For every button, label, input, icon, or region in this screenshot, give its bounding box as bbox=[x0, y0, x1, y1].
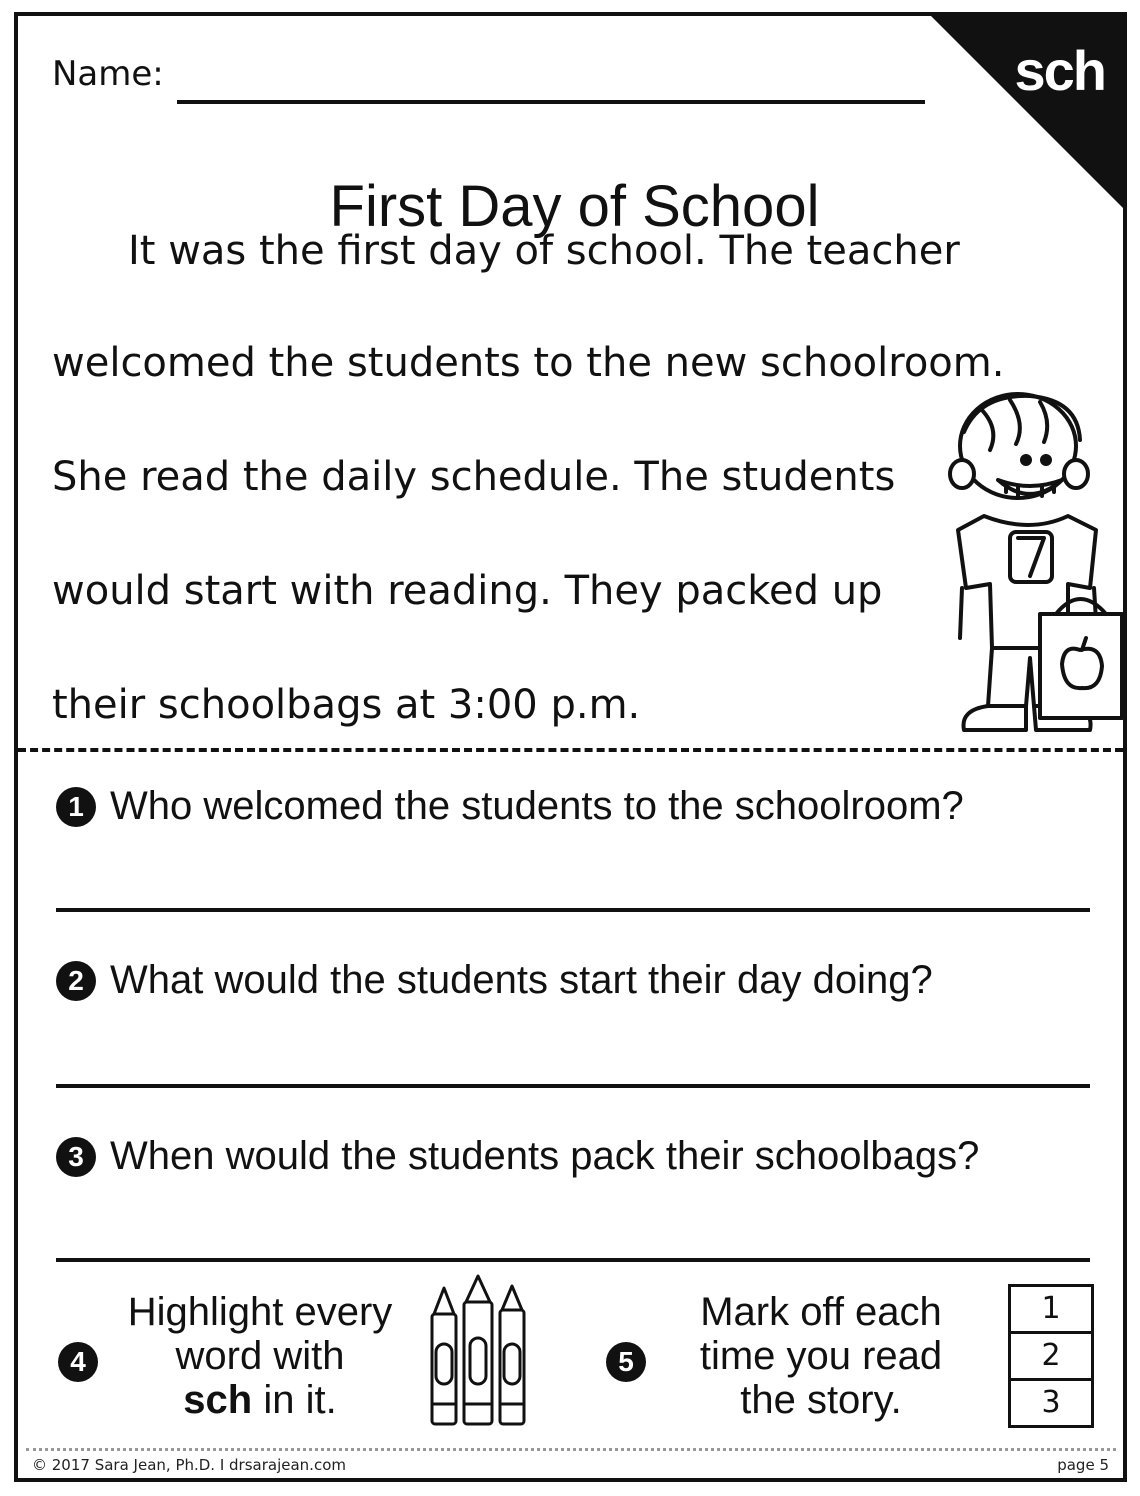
copyright-text: © 2017 Sara Jean, Ph.D. I drsarajean.com bbox=[32, 1456, 346, 1474]
answer-line-2[interactable] bbox=[56, 1084, 1090, 1088]
question-text: When would the students pack their schoolbags? bbox=[110, 1134, 980, 1178]
task-5-instructions bbox=[663, 1290, 979, 1422]
task-4-number-badge: 4 bbox=[58, 1342, 98, 1382]
answer-line-1[interactable] bbox=[56, 908, 1090, 912]
name-label: Name: bbox=[52, 54, 164, 94]
story-line: She read the daily schedule. The students bbox=[52, 454, 896, 500]
story-line: their schoolbags at 3:00 p.m. bbox=[52, 682, 641, 728]
question-1 bbox=[56, 784, 964, 829]
story-line: It was the first day of school. The teacher bbox=[128, 228, 960, 274]
story-title: First Day of School bbox=[329, 173, 820, 239]
story-line: welcomed the students to the new schoolroom. bbox=[52, 340, 1005, 386]
question-3 bbox=[56, 1134, 979, 1179]
student-illustration bbox=[940, 388, 1130, 748]
question-text: What would the students start their day doing? bbox=[110, 958, 933, 1002]
task-5-line: time you read bbox=[699, 1334, 943, 1378]
task-4-instructions bbox=[110, 1290, 410, 1422]
task-4-line bbox=[110, 1378, 410, 1422]
question-number-badge: 2 bbox=[56, 961, 96, 1001]
question-text: Who welcomed the students to the schoolroom? bbox=[110, 784, 964, 828]
crayons-icon bbox=[424, 1274, 534, 1434]
task-4-line: word with bbox=[175, 1334, 345, 1378]
task-4-line: Highlight every bbox=[127, 1290, 393, 1334]
phonics-word: sch bbox=[183, 1378, 253, 1422]
tally-cell-1[interactable]: 1 bbox=[1011, 1287, 1091, 1334]
reading-tally-box bbox=[1008, 1284, 1094, 1428]
story-line: would start with reading. They packed up bbox=[52, 568, 883, 614]
section-divider bbox=[18, 748, 1123, 752]
footer-divider bbox=[26, 1448, 1116, 1451]
question-number-badge: 1 bbox=[56, 787, 96, 827]
question-number-badge: 3 bbox=[56, 1137, 96, 1177]
answer-line-3[interactable] bbox=[56, 1258, 1090, 1262]
task-4-line-rest: in it. bbox=[252, 1378, 337, 1422]
worksheet-page bbox=[14, 12, 1127, 1482]
phonics-tag: sch bbox=[1014, 39, 1105, 102]
name-write-line[interactable] bbox=[177, 100, 925, 104]
tally-cell-2[interactable]: 2 bbox=[1011, 1334, 1091, 1381]
page-number: page 5 bbox=[1057, 1456, 1109, 1474]
tally-cell-3[interactable]: 3 bbox=[1041, 1385, 1061, 1420]
task-5-line: the story. bbox=[740, 1378, 902, 1422]
task-5-line: Mark off each bbox=[700, 1290, 942, 1334]
question-2 bbox=[56, 958, 933, 1003]
task-5-number-badge: 5 bbox=[606, 1342, 646, 1382]
